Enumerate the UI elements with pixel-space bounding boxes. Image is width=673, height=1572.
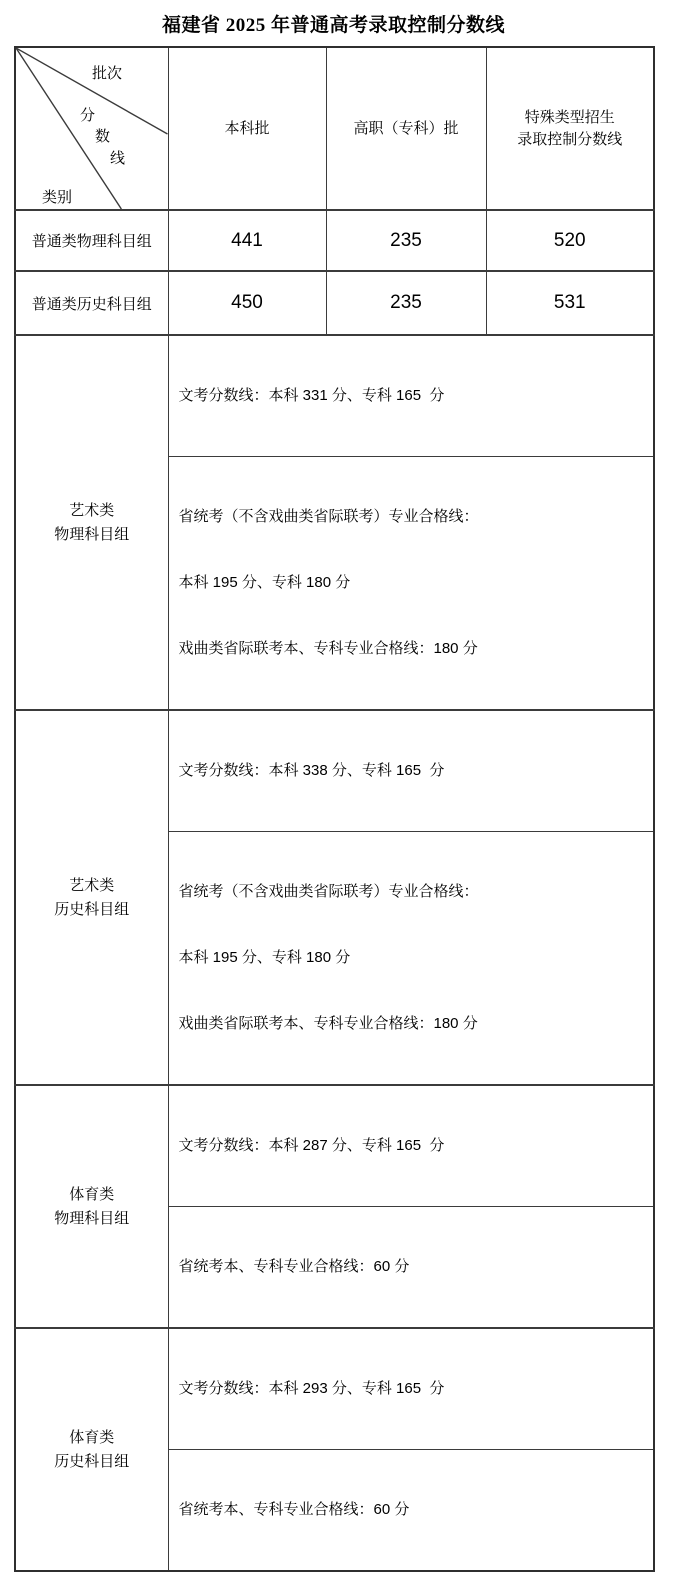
score-general-history-gaozhi: 235 <box>326 271 486 335</box>
art-history-wenkao-text: 文考分数线：本科 338 分、专科 165 分 <box>178 762 445 779</box>
corner-label-category: 类别 <box>42 189 73 206</box>
row-label-art-physics-line2: 物理科目组 <box>54 525 130 543</box>
row-label-pe-history <box>15 1328 168 1571</box>
art-history-tongkao-line3: 戏曲类省际联考本、专科专业合格线：180 分 <box>178 1015 478 1032</box>
pe-history-tongkao-text: 省统考本、专科专业合格线：60 分 <box>178 1501 410 1518</box>
art-physics-wenkao-cell <box>168 335 654 457</box>
row-label-general-history: 普通类历史科目组 <box>15 271 168 335</box>
pe-history-wenkao-cell <box>168 1328 654 1450</box>
column-header-undergraduate-batch: 本科批 <box>168 47 326 210</box>
row-art-history-wenkao <box>15 710 654 832</box>
row-label-pe-history-line1: 体育类 <box>69 1428 115 1446</box>
column-header-special-type-line2: 录取控制分数线 <box>517 130 623 148</box>
page-title: 福建省 2025 年普通高考录取控制分数线 <box>161 15 505 36</box>
row-pe-history-wenkao <box>15 1328 654 1450</box>
corner-header-cell <box>15 47 168 210</box>
row-pe-physics-wenkao <box>15 1085 654 1207</box>
row-art-physics-wenkao <box>15 335 654 457</box>
row-general-history <box>15 271 654 335</box>
row-label-pe-physics <box>15 1085 168 1328</box>
corner-label-batch: 批次 <box>92 65 123 82</box>
pe-history-wenkao-text: 文考分数线：本科 293 分、专科 165 分 <box>178 1380 445 1397</box>
row-label-pe-history-line2: 历史科目组 <box>54 1452 130 1470</box>
row-label-art-physics-line1: 艺术类 <box>69 501 115 519</box>
pe-physics-tongkao-text: 省统考本、专科专业合格线：60 分 <box>178 1258 410 1275</box>
corner-label-score-char-3: 线 <box>110 150 126 167</box>
corner-label-score-char-2: 数 <box>95 128 111 145</box>
header-row <box>15 47 654 210</box>
column-header-vocational-batch: 高职（专科）批 <box>326 47 486 210</box>
art-physics-tongkao-line1: 省统考（不含戏曲类省际联考）专业合格线： <box>178 508 479 525</box>
column-header-special-type-line1: 特殊类型招生 <box>524 108 615 126</box>
art-history-wenkao-cell <box>168 710 654 832</box>
score-general-physics-gaozhi: 235 <box>326 210 486 271</box>
pe-history-tongkao-cell <box>168 1450 654 1572</box>
score-general-history-special: 531 <box>486 271 654 335</box>
row-label-art-physics <box>15 335 168 710</box>
row-label-general-physics: 普通类物理科目组 <box>15 210 168 271</box>
art-physics-tongkao-line3: 戏曲类省际联考本、专科专业合格线：180 分 <box>178 640 478 657</box>
row-label-pe-physics-line1: 体育类 <box>69 1185 115 1203</box>
pe-physics-wenkao-text: 文考分数线：本科 287 分、专科 165 分 <box>178 1137 445 1154</box>
art-physics-tongkao-line2: 本科 195 分、专科 180 分 <box>178 574 351 591</box>
score-general-physics-special: 520 <box>486 210 654 271</box>
art-history-tongkao-line2: 本科 195 分、专科 180 分 <box>178 949 351 966</box>
row-label-art-history-line1: 艺术类 <box>69 876 115 894</box>
art-history-tongkao-line1: 省统考（不含戏曲类省际联考）专业合格线： <box>178 883 479 900</box>
row-label-pe-physics-line2: 物理科目组 <box>54 1209 130 1227</box>
row-general-physics <box>15 210 654 271</box>
row-label-art-history <box>15 710 168 1085</box>
row-label-art-history-line2: 历史科目组 <box>54 900 130 918</box>
score-general-physics-benke: 441 <box>168 210 326 271</box>
score-table <box>14 46 655 1572</box>
score-general-history-benke: 450 <box>168 271 326 335</box>
art-history-tongkao-cell <box>168 832 654 1086</box>
art-physics-tongkao-cell <box>168 457 654 711</box>
pe-physics-wenkao-cell <box>168 1085 654 1207</box>
art-physics-wenkao-text: 文考分数线：本科 331 分、专科 165 分 <box>178 387 445 404</box>
pe-physics-tongkao-cell <box>168 1207 654 1329</box>
corner-label-score-char-1: 分 <box>80 107 96 124</box>
column-header-special-type <box>486 47 654 210</box>
